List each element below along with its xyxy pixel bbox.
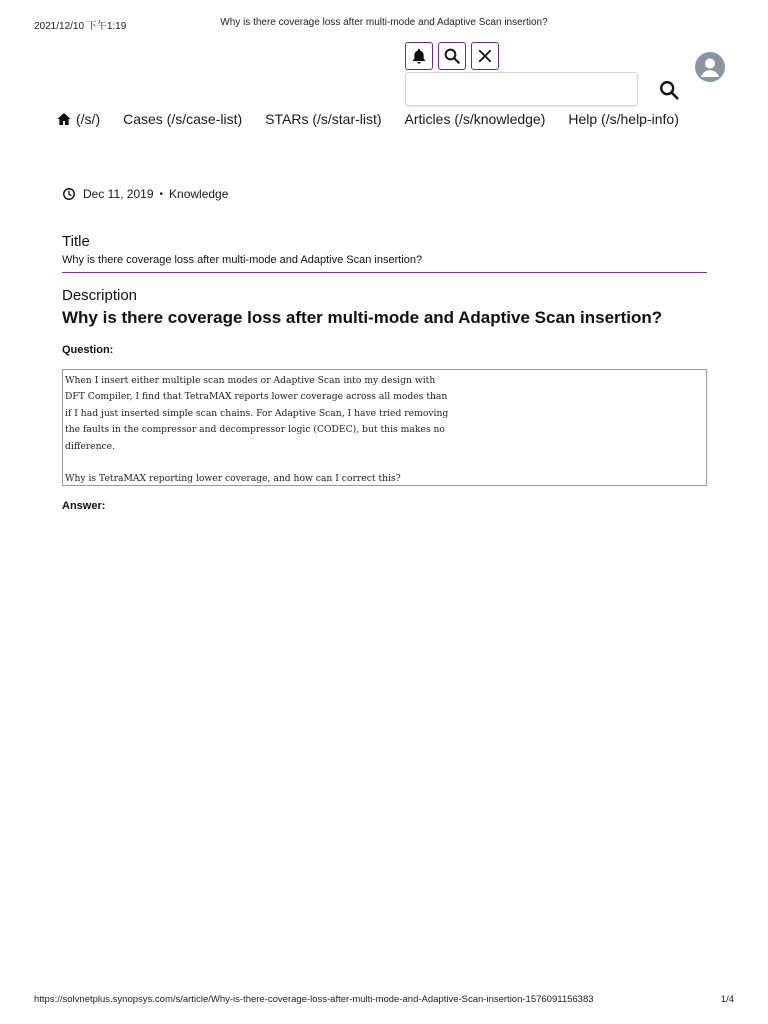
search-submit-button[interactable] — [657, 78, 681, 102]
nav-cases[interactable]: Cases (/s/case-list) — [123, 111, 243, 127]
search-icon — [443, 47, 461, 65]
clock-icon — [62, 187, 76, 201]
article-heading: Why is there coverage loss after multi-mode and Adaptive Scan insertion? — [62, 308, 663, 327]
print-date: 2021/12/10 下午1:19 — [34, 21, 127, 32]
print-url: https://solvnetplus.synopsys.com/s/article/Why-is-there-coverage-loss-after-multi-mode-and-Adaptive-Scan-insertion-1576091156383 — [34, 994, 594, 1005]
question-label: Question: — [62, 344, 114, 356]
nav-home-label: (/s/) — [76, 111, 101, 127]
nav-help[interactable]: Help (/s/help-info) — [568, 111, 679, 127]
print-title: Why is there coverage loss after multi-mode and Adaptive Scan insertion? — [220, 17, 548, 28]
user-icon — [695, 52, 725, 82]
search-icon — [658, 79, 680, 101]
main-nav — [56, 109, 679, 129]
close-search-button[interactable] — [471, 42, 499, 70]
home-icon — [56, 111, 72, 127]
notifications-button[interactable] — [405, 42, 433, 70]
title-label: Title — [62, 233, 90, 250]
meta-separator: • — [159, 188, 164, 200]
print-page-number: 1/4 — [720, 994, 734, 1005]
close-icon — [476, 47, 494, 65]
print-header — [0, 17, 768, 31]
answer-label: Answer: — [62, 500, 106, 512]
article-date: Dec 11, 2019 — [83, 187, 154, 201]
divider — [62, 272, 707, 273]
nav-articles[interactable]: Articles (/s/knowledge) — [404, 111, 546, 127]
nav-home[interactable] — [56, 111, 100, 127]
description-label: Description — [62, 287, 138, 304]
nav-stars[interactable]: STARs (/s/star-list) — [265, 111, 382, 127]
search-toggle-button[interactable] — [438, 42, 466, 70]
print-footer — [0, 994, 768, 1008]
search-input[interactable] — [405, 72, 638, 106]
question-text: When I insert either multiple scan modes or Adaptive Scan into my design with DFT Compiler, I find that TetraMAX reports lower coverage across all modes than if I had just inserted simple scan chains. For Adaptive Scan, I have tried removing the faults in the compressor and decompressor logic (CODEC), but this makes no difference. Why is TetraMAX reporting lower coverage, and how can I correct this? — [62, 369, 707, 486]
bell-icon — [410, 47, 428, 65]
article-category: Knowledge — [169, 187, 229, 201]
article-meta — [62, 186, 228, 202]
user-avatar[interactable] — [695, 52, 725, 82]
title-value: Why is there coverage loss after multi-mode and Adaptive Scan insertion? — [62, 254, 423, 266]
